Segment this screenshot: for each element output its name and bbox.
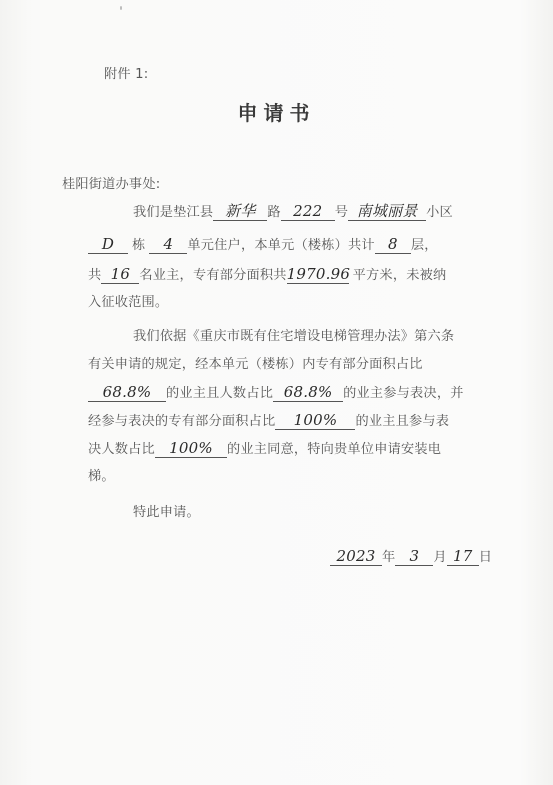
text-segment: 平方米，未被纳 — [352, 268, 447, 283]
date-line — [330, 548, 492, 567]
unit-field: 4 — [149, 236, 187, 254]
month-field: 3 — [395, 548, 433, 566]
para1-line4: 入征收范围。 — [88, 295, 169, 310]
text-segment: 的业主参与表决，并 — [343, 386, 464, 401]
floors-field: 8 — [375, 236, 411, 254]
para2-line1: 我们依据《重庆市既有住宅增设电梯管理办法》第六条 — [133, 329, 455, 344]
month-label: 月 — [433, 550, 447, 565]
street-number-field: 222 — [281, 203, 335, 221]
para2-line2: 有关申请的规定，经本单元（楼栋）内专有部分面积占比 — [88, 357, 423, 372]
para2-line5 — [88, 440, 441, 459]
text-segment: 号 — [334, 205, 349, 220]
scan-speck — [120, 6, 122, 10]
document-title: 申请书 — [237, 101, 316, 125]
para1-line2 — [88, 236, 438, 255]
para2-line6: 梯。 — [88, 469, 115, 484]
text-segment: 的业主且参与表 — [355, 414, 450, 429]
text-segment: 单元住户，本单元（楼栋）共计 — [187, 238, 375, 253]
text-segment: 决人数占比 — [88, 442, 155, 457]
text-segment: 栋 — [132, 238, 146, 253]
para1-line3 — [88, 266, 446, 285]
owners-field: 16 — [101, 266, 139, 284]
text-segment: 经参与表决的专有部分面积占比 — [88, 414, 276, 429]
para2-line4 — [88, 412, 449, 431]
para2-line3 — [88, 384, 464, 403]
text-segment: 名业主，专有部分面积共 — [139, 268, 287, 283]
attachment-label: 附件 1: — [104, 67, 149, 82]
closing: 特此申请。 — [133, 505, 200, 520]
para1-line1 — [133, 203, 453, 222]
text-segment: 层， — [410, 238, 438, 253]
text-segment: 我们是垫江县 — [133, 205, 214, 220]
vote-area-ratio-field: 100% — [275, 412, 355, 430]
day-label: 日 — [478, 550, 493, 565]
text-segment: 共 — [88, 268, 102, 283]
text-segment: 的业主同意，特向贵单位申请安装电 — [226, 442, 442, 457]
community-field: 南城丽景 — [348, 203, 426, 221]
building-field: D — [88, 236, 128, 254]
text-segment: 小区 — [426, 205, 453, 220]
text-segment: 的业主且人数占比 — [166, 386, 274, 401]
year-field: 2023 — [330, 548, 382, 566]
street-field: 新华 — [213, 203, 267, 221]
year-label: 年 — [382, 550, 396, 565]
area-ratio-field: 68.8% — [88, 384, 166, 402]
people-ratio-field: 68.8% — [273, 384, 343, 402]
day-field: 17 — [447, 548, 479, 566]
recipient: 桂阳街道办事处: — [62, 177, 161, 192]
text-segment: 路 — [267, 205, 281, 220]
vote-people-ratio-field: 100% — [155, 440, 227, 458]
area-field: 1970.96 — [286, 265, 351, 283]
